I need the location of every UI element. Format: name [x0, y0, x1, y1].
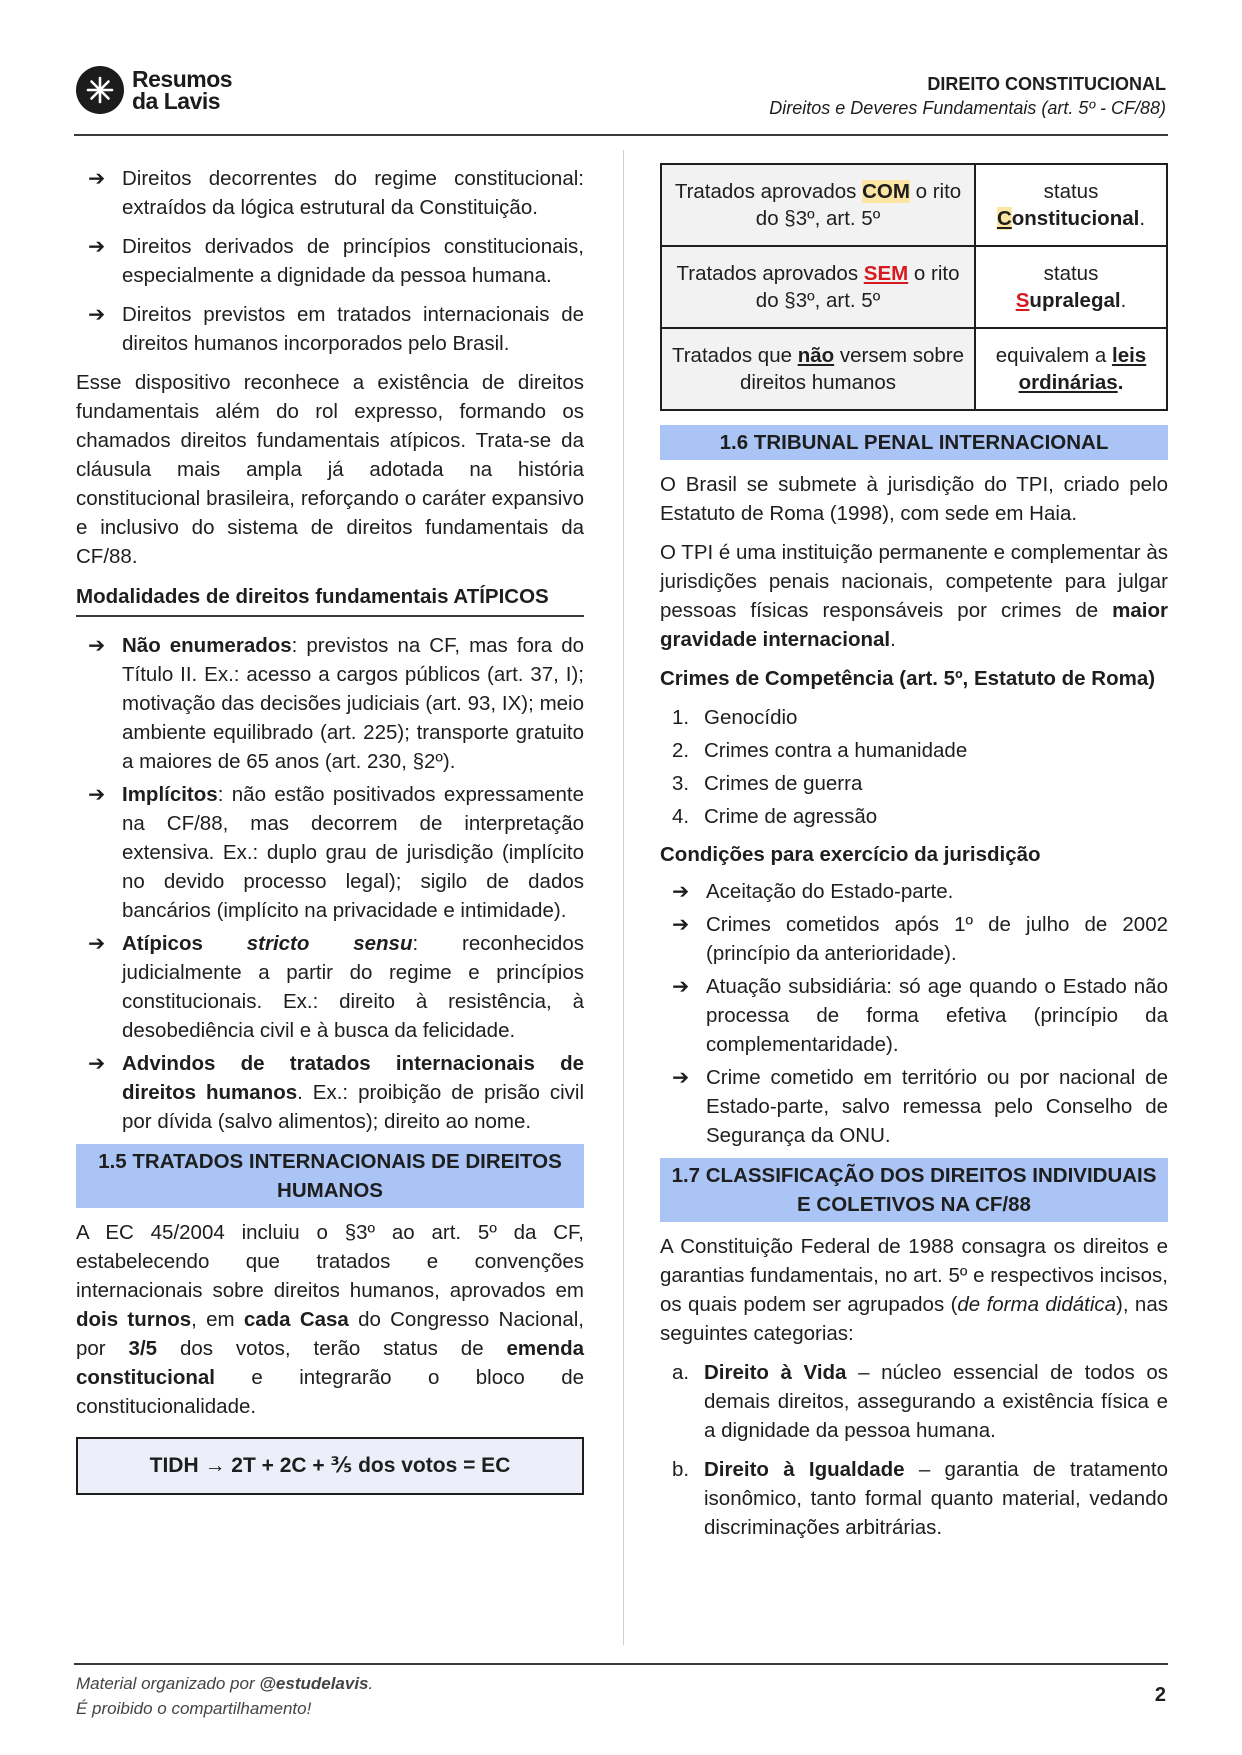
- atypical-rights-paragraph: Esse dispositivo reconhece a existência de direitos fundamentais além do rol expresso, formando os chamados direitos fundamentais atípicos. Trata-se da cláusula mais ampla já adotada na história constitucional brasileira, reforçando o caráter expansivo e inclusivo do sistema de direitos fundamentais da CF/88.: [76, 371, 584, 568]
- list-item: ➔ Direitos derivados de princípios constitucionais, especialmente a dignidade da pessoa humana.: [76, 232, 584, 290]
- arrow-icon: ➔: [88, 634, 106, 657]
- column-divider: [623, 150, 624, 1645]
- logo-text: Resumos da Lavis: [132, 66, 233, 114]
- list-item: ➔ Direitos previstos em tratados internacionais de direitos humanos incorporados pelo Brasil.: [76, 300, 584, 358]
- ec45-paragraph: A EC 45/2004 incluiu o §3º ao art. 5º da CF, estabelecendo que tratados e convenções internacionais sobre direitos humanos, aprovados em dois turnos, em cada Casa do Congresso Nacional, por 3/5 dos votos, terão status de emenda constitucional e integrarão o bloco de constitucionalidade.: [76, 1221, 584, 1418]
- table-row: [661, 164, 1167, 246]
- arrow-icon: ➔: [672, 913, 690, 936]
- header-info: [769, 72, 1166, 120]
- list-item: 3. Crimes de guerra: [672, 772, 863, 795]
- list-item: ➔ Atuação subsidiária: só age quando o Estado não processa de forma efetiva (princípio da complementaridade).: [660, 972, 1168, 1059]
- header-rule: [74, 134, 1168, 136]
- treaty-status-table: [660, 163, 1168, 411]
- arrow-icon: ➔: [88, 1052, 106, 1075]
- right-column: [660, 163, 1168, 1552]
- table-cell: equivalem a leis ordinárias.: [975, 328, 1167, 410]
- list-item: ➔ Aceitação do Estado-parte.: [660, 877, 1168, 906]
- tpi-paragraph-2: O TPI é uma instituição permanente e complementar às jurisdições penais nacionais, competente para julgar pessoas físicas responsáveis por crimes de maior gravidade internacional.: [660, 541, 1168, 651]
- header-subtitle: Direitos e Deveres Fundamentais (art. 5º - CF/88): [769, 98, 1166, 118]
- crimes-heading: Crimes de Competência (art. 5º, Estatuto de Roma): [660, 667, 1156, 690]
- table-cell: status Constitucional.: [975, 164, 1167, 246]
- list-item: 1. Genocídio: [672, 706, 798, 729]
- list-item: b. Direito à Igualdade – garantia de tratamento isonômico, tanto formal quanto material, vedando discriminações arbitrárias.: [672, 1458, 1168, 1539]
- list-item: ➔ Direitos decorrentes do regime constitucional: extraídos da lógica estrutural da Constituição.: [76, 164, 584, 222]
- modalidades-heading: Modalidades de direitos fundamentais ATÍPICOS: [76, 583, 584, 617]
- list-item: ➔ Atípicos stricto sensu: reconhecidos judicialmente a partir do regime e princípios constitucionais. Ex.: direito à resistência, à desobediência civil e à busca da felicidade.: [76, 929, 584, 1045]
- table-row: [661, 328, 1167, 410]
- arrow-icon: ➔: [88, 167, 106, 190]
- logo-star-icon: [76, 66, 124, 114]
- left-column: [76, 164, 584, 1495]
- list-item: ➔ Crime cometido em território ou por nacional de Estado-parte, salvo remessa pelo Conselho de Segurança da ONU.: [660, 1063, 1168, 1150]
- section-1-5-heading: 1.5 TRATADOS INTERNACIONAIS DE DIREITOS HUMANOS: [76, 1144, 584, 1208]
- arrow-icon: ➔: [672, 975, 690, 998]
- cf88-paragraph: A Constituição Federal de 1988 consagra os direitos e garantias fundamentais, no art. 5º e respectivos incisos, os quais podem ser agrupados (de forma didática), nas seguintes categorias:: [660, 1235, 1168, 1345]
- list-item: 4. Crime de agressão: [672, 805, 878, 828]
- table-row: [661, 246, 1167, 328]
- section-1-7-heading: 1.7 CLASSIFICAÇÃO DOS DIREITOS INDIVIDUAIS E COLETIVOS NA CF/88: [660, 1158, 1168, 1222]
- logo: [76, 66, 232, 114]
- list-item: ➔ Crimes cometidos após 1º de julho de 2002 (princípio da anterioridade).: [660, 910, 1168, 968]
- arrow-icon: ➔: [672, 880, 690, 903]
- formula-box: TIDH → 2T + 2C + ⅗ dos votos = EC: [76, 1437, 584, 1495]
- table-cell: Tratados aprovados SEM o rito do §3º, art. 5º: [661, 246, 975, 328]
- page-number: 2: [1154, 1684, 1166, 1706]
- tpi-paragraph-1: O Brasil se submete à jurisdição do TPI, criado pelo Estatuto de Roma (1998), com sede em Haia.: [660, 473, 1168, 525]
- arrow-icon: ➔: [88, 932, 106, 955]
- list-item: ➔ Advindos de tratados internacionais de direitos humanos. Ex.: proibição de prisão civil por dívida (salvo alimentos); direito ao nome.: [76, 1049, 584, 1136]
- section-1-6-heading: 1.6 TRIBUNAL PENAL INTERNACIONAL: [660, 425, 1168, 460]
- arrow-icon: ➔: [672, 1066, 690, 1089]
- table-cell: status Supralegal.: [975, 246, 1167, 328]
- conditions-heading: Condições para exercício da jurisdição: [660, 843, 1041, 866]
- header-title: DIREITO CONSTITUCIONAL: [927, 74, 1166, 94]
- arrow-icon: ➔: [88, 783, 106, 806]
- list-item: ➔ Implícitos: não estão positivados expressamente na CF/88, mas decorrem de interpretação extensiva. Ex.: duplo grau de jurisdição (implícito no devido processo legal); sigilo de dados bancários (implícito na privacidade e intimidade).: [76, 780, 584, 925]
- table-cell: Tratados aprovados COM o rito do §3º, art. 5º: [661, 164, 975, 246]
- list-item: 2. Crimes contra a humanidade: [672, 739, 968, 762]
- footer-rule: [74, 1663, 1168, 1665]
- arrow-icon: ➔: [88, 235, 106, 258]
- table-cell: Tratados que não versem sobre direitos humanos: [661, 328, 975, 410]
- list-item: ➔ Não enumerados: previstos na CF, mas fora do Título II. Ex.: acesso a cargos públicos (art. 37, I); motivação das decisões judiciais (art. 93, IX); meio ambiente equilibrado (art. 225); transporte gratuito a maiores de 65 anos (art. 230, §2º).: [76, 631, 584, 776]
- footer-note: Material organizado por @estudelavis. É proibido o compartilhamento!: [76, 1674, 374, 1718]
- list-item: a. Direito à Vida – núcleo essencial de todos os demais direitos, assegurando a existência física e a dignidade da pessoa humana.: [672, 1361, 1168, 1442]
- arrow-icon: ➔: [88, 303, 106, 326]
